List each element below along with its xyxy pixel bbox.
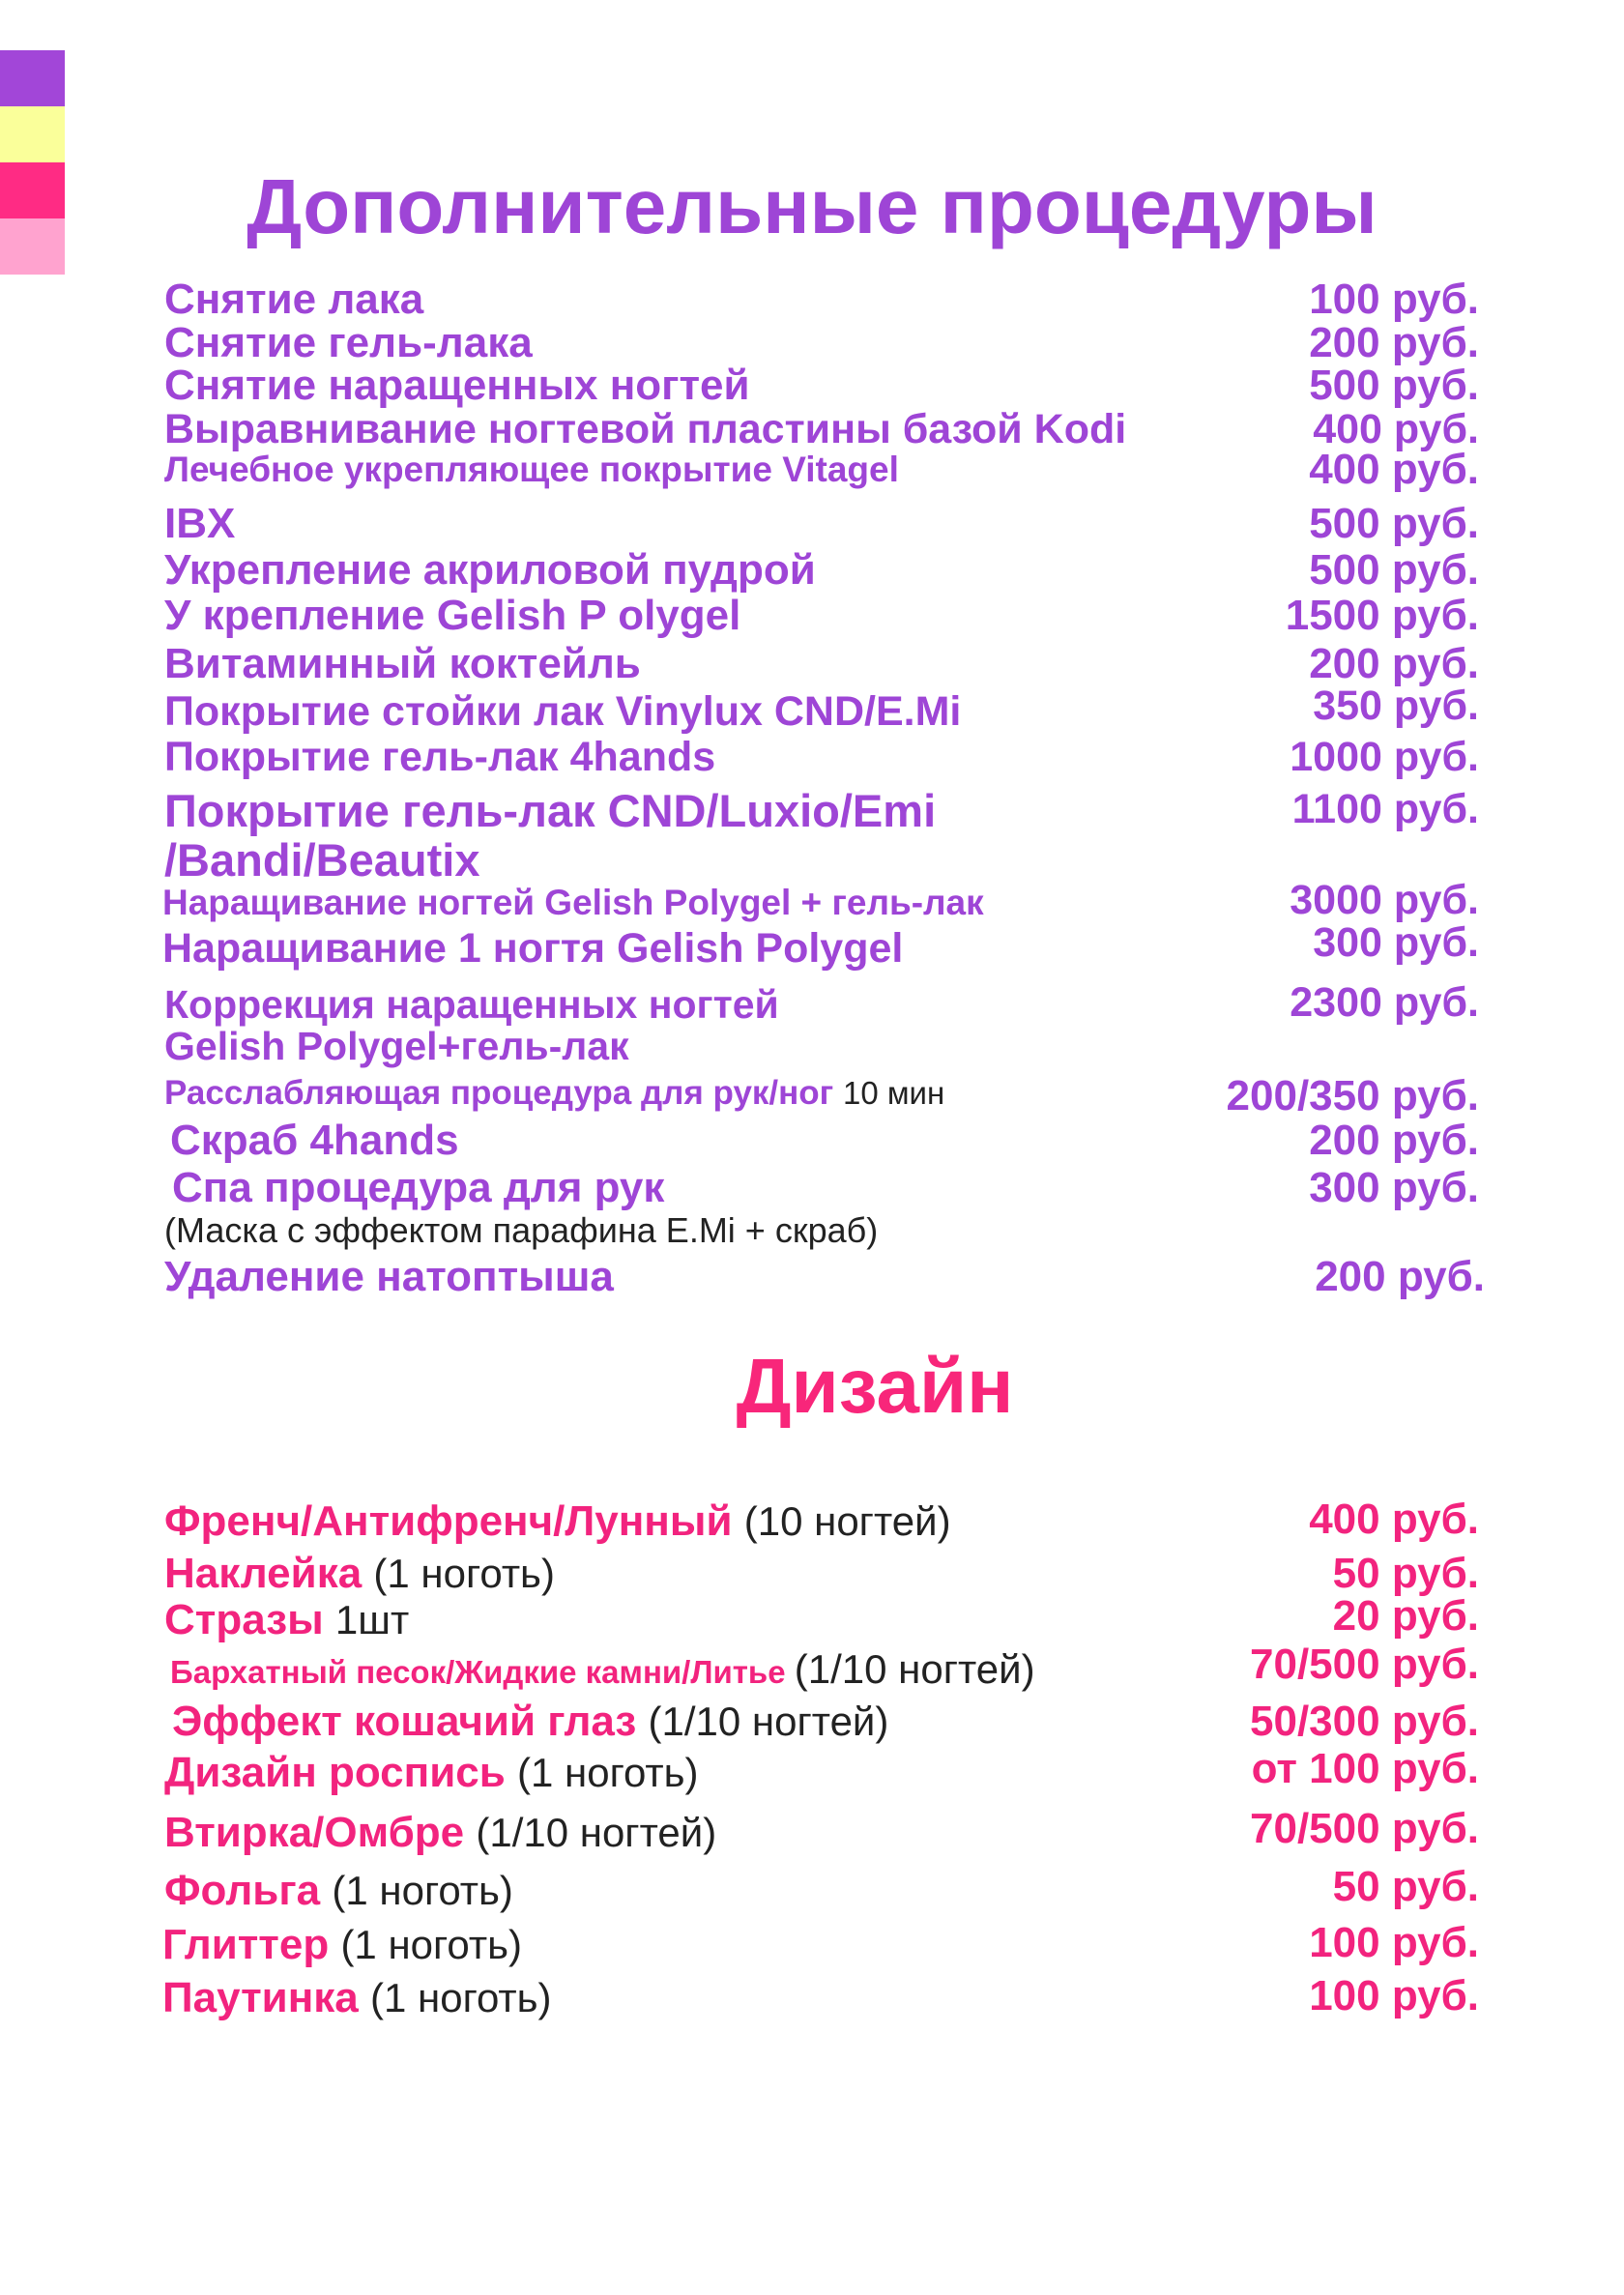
item-price: от 100 руб. <box>1251 1745 1479 1792</box>
design-title: Дизайн <box>736 1343 1014 1429</box>
item-note: (1/10 ногтей) <box>648 1699 889 1744</box>
item-note: (1 ноготь) <box>340 1922 522 1967</box>
item-name: Спа процедура для рук <box>172 1164 665 1211</box>
item-price: 50 руб. <box>1332 1863 1479 1910</box>
item-name-text: Эффект кошачий глаз <box>172 1698 637 1745</box>
item-price: 70/500 руб. <box>1250 1641 1479 1688</box>
item-name: Наращивание 1 ногтя Gelish Polygel <box>162 925 904 972</box>
item-name: IBX <box>164 500 236 547</box>
item-price: 2300 руб. <box>1290 979 1479 1026</box>
item-price: 50 руб. <box>1332 1550 1479 1597</box>
item-note: (1 ноготь) <box>373 1551 555 1596</box>
item-name <box>172 1699 888 1745</box>
item-price: 100 руб. <box>1309 276 1479 323</box>
item-price: 1500 руб. <box>1285 592 1479 639</box>
item-name-line-1: Коррекция наращенных ногтей <box>164 982 779 1027</box>
item-price: 400 руб. <box>1309 1496 1479 1543</box>
item-name-text: Втирка/Омбре <box>164 1809 465 1856</box>
item-name <box>164 984 779 1067</box>
item-name <box>164 787 936 886</box>
item-note: (1 ноготь) <box>332 1868 513 1913</box>
color-swatches <box>0 50 65 275</box>
item-price: 1000 руб. <box>1290 734 1479 780</box>
item-price: 300 руб. <box>1313 919 1479 966</box>
item-name: Наращивание ногтей Gelish Polygel + гель-лак <box>162 883 984 922</box>
item-price: 200 руб. <box>1309 1117 1479 1164</box>
item-price: 50/300 руб. <box>1250 1698 1479 1745</box>
item-note: (1 ноготь) <box>370 1975 552 2020</box>
item-name <box>170 1647 1035 1691</box>
item-note: 10 мин <box>843 1075 945 1111</box>
item-price: 200/350 руб. <box>1226 1072 1479 1119</box>
item-name-text: Паутинка <box>162 1974 359 2021</box>
item-price: 350 руб. <box>1313 683 1479 729</box>
item-price: 500 руб. <box>1309 362 1479 409</box>
item-price: 200 руб. <box>1315 1253 1485 1300</box>
item-name-text: Дизайн роспись <box>164 1749 506 1796</box>
item-name-text: Стразы <box>164 1596 324 1643</box>
item-name <box>164 1810 716 1856</box>
item-name <box>164 1750 699 1796</box>
swatch-pink <box>0 162 65 218</box>
item-price: 500 руб. <box>1309 500 1479 547</box>
item-name-line-2: /Bandi/Beautix <box>164 833 480 886</box>
item-name <box>164 1498 951 1545</box>
item-price: 100 руб. <box>1309 1919 1479 1966</box>
item-note: (1 ноготь) <box>517 1750 699 1795</box>
item-name-line-1: Покрытие гель-лак CND/Luxio/Emi <box>164 785 937 836</box>
item-name-line-2: Gelish Polygel+гель-лак <box>164 1024 629 1069</box>
item-name <box>164 1868 513 1914</box>
item-name: Покрытие гель-лак 4hands <box>164 734 716 780</box>
item-price: 400 руб. <box>1309 446 1479 493</box>
item-name: Снятие лака <box>164 276 424 323</box>
item-price: 20 руб. <box>1332 1592 1479 1640</box>
swatch-purple <box>0 50 65 106</box>
item-name-text: Френч/Антифренч/Лунный <box>164 1497 733 1545</box>
item-name: Выравнивание ногтевой пластины базой Kodi <box>164 406 1127 452</box>
item-name <box>164 1597 409 1643</box>
item-name-text: Расслабляющая процедура для рук/ног <box>164 1074 834 1112</box>
item-price: 100 руб. <box>1309 1972 1479 2019</box>
item-price: 70/500 руб. <box>1250 1805 1479 1852</box>
item-price: 300 руб. <box>1309 1164 1479 1211</box>
item-price: 200 руб. <box>1309 319 1479 366</box>
item-name: Скраб 4hands <box>170 1117 459 1164</box>
item-price: 1100 руб. <box>1291 786 1479 832</box>
item-name-text: Наклейка <box>164 1550 362 1597</box>
item-price: 500 руб. <box>1309 546 1479 594</box>
item-note: (10 ногтей) <box>743 1498 951 1544</box>
item-subnote: (Маска с эффектом парафина E.Mi + скраб) <box>164 1210 879 1250</box>
item-name <box>162 1975 552 2021</box>
item-name-text: Бархатный песок/Жидкие камни/Литье <box>170 1654 786 1690</box>
item-name: Витаминный коктейль <box>164 640 641 687</box>
swatch-yellow <box>0 106 65 162</box>
item-price: 3000 руб. <box>1290 877 1479 923</box>
item-note: (1/10 ногтей) <box>794 1646 1035 1692</box>
item-note: (1/10 ногтей) <box>476 1810 717 1855</box>
item-name: Снятие гель-лака <box>164 319 533 366</box>
item-name: Снятие наращенных ногтей <box>164 362 750 409</box>
item-price: 400 руб. <box>1313 406 1479 452</box>
item-price: 200 руб. <box>1309 640 1479 687</box>
item-name: Укрепление акриловой пудрой <box>164 546 816 594</box>
item-name: У крепление Gelish P olygel <box>164 592 741 639</box>
item-name-text: Глиттер <box>162 1921 330 1968</box>
item-name <box>164 1551 555 1597</box>
item-name: Покрытие стойки лак Vinylux CND/E.Mi <box>164 688 962 735</box>
item-note: 1шт <box>334 1597 410 1642</box>
item-name-text: Фольга <box>164 1867 321 1914</box>
swatch-light-pink <box>0 218 65 275</box>
item-name <box>164 1075 944 1112</box>
item-name <box>162 1922 522 1968</box>
procedures-title: Дополнительные процедуры <box>246 163 1378 249</box>
item-name: Лечебное укрепляющее покрытие Vitagel <box>164 450 899 489</box>
item-name: Удаление натоптыша <box>164 1253 614 1300</box>
